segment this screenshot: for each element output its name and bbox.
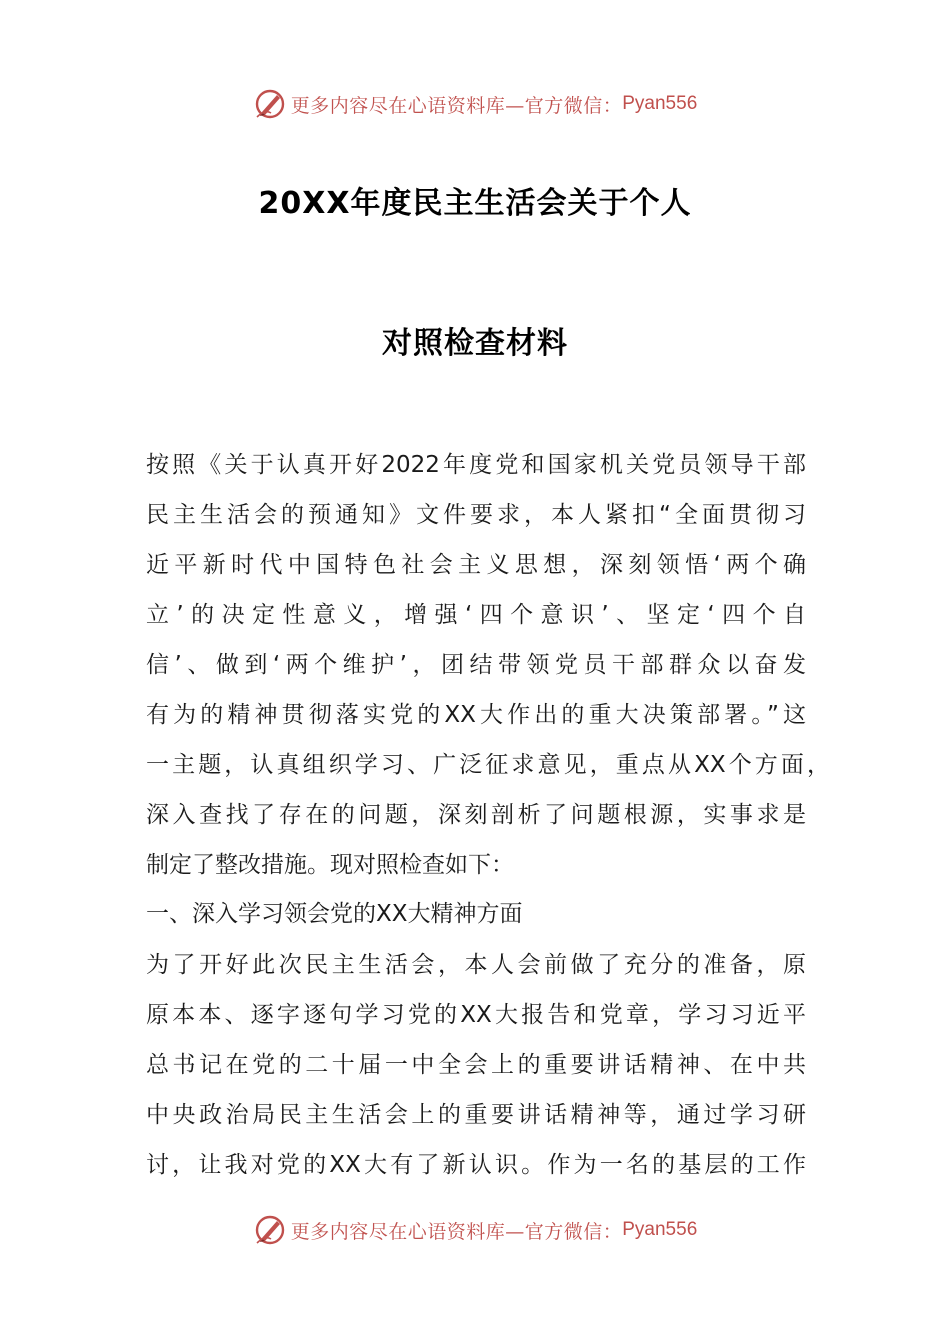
body-line: 深入查找了存在的问题，深刻剖析了问题根源，实事求是 (146, 802, 806, 828)
watermark-wechat-id: Pyan556 (622, 93, 698, 114)
body-line: 信’、做到‘两个维护’，团结带领党员干部群众以奋发 (146, 652, 806, 678)
body-line: 有为的精神贯彻落实党的XX大作出的重大决策部署。”这 (146, 702, 806, 728)
watermark-text: 更多内容尽在心语资料库—官方微信： (290, 94, 623, 117)
header-watermark (0, 84, 950, 124)
body-line: 按照《关于认真开好2022年度党和国家机关党员领导干部 (146, 452, 806, 478)
body-line: 立’的决定性意义，增强‘四个意识’、坚定‘四个自 (146, 602, 806, 628)
body-line: 一主题，认真组织学习、广泛征求意见，重点从XX个方面， (146, 752, 830, 778)
pen-logo-icon (253, 87, 287, 121)
watermark-wechat-id: Pyan556 (622, 1219, 698, 1240)
body-line: 讨，让我对党的XX大有了新认识。作为一名的基层的工作 (146, 1152, 806, 1178)
body-line: 总书记在党的二十届一中全会上的重要讲话精神、在中共 (146, 1052, 806, 1078)
body-line: 原本本、逐字逐句学习党的XX大报告和党章，学习习近平 (146, 1002, 806, 1028)
body-line: 为了开好此次民主生活会，本人会前做了充分的准备，原 (146, 952, 806, 978)
body-line: 中央政治局民主生活会上的重要讲话精神等，通过学习研 (146, 1102, 806, 1128)
section-heading: 一、深入学习领会党的XX大精神方面 (146, 901, 523, 927)
body-line: 制定了整改措施。现对照检查如下： (146, 852, 514, 878)
document-title-line1: 20XX年度民主生活会关于个人 (258, 186, 692, 221)
document-title-line2: 对照检查材料 (382, 326, 568, 361)
watermark-text: 更多内容尽在心语资料库—官方微信： (290, 1220, 623, 1243)
body-line: 近平新时代中国特色社会主义思想，深刻领悟‘两个确 (146, 552, 806, 578)
pen-logo-icon (253, 1213, 287, 1247)
body-line: 民主生活会的预通知》文件要求，本人紧扣“全面贯彻习 (146, 502, 806, 528)
footer-watermark (0, 1210, 950, 1250)
